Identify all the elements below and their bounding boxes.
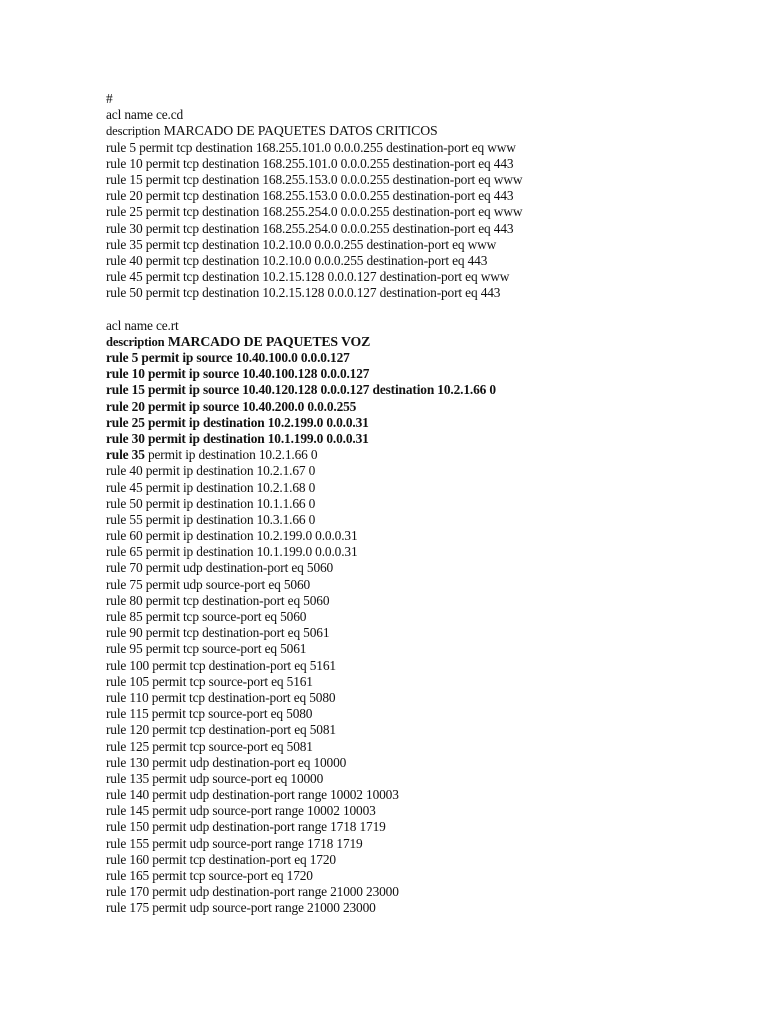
acl-rule-line: rule 5 permit tcp destination 168.255.101.0 0.0.0.255 destination-port eq www xyxy=(106,139,516,155)
description-value: MARCADO DE PAQUETES DATOS CRITICOS xyxy=(160,123,438,139)
acl-rule-line: rule 160 permit tcp destination-port eq 1720 xyxy=(106,851,336,867)
acl-config-document xyxy=(106,91,746,917)
acl-rule-line: rule 55 permit ip destination 10.3.1.66 0 xyxy=(106,511,316,527)
acl-rule-line: rule 80 permit tcp destination-port eq 5060 xyxy=(106,592,330,608)
rule-body: permit ip destination 10.2.1.66 0 xyxy=(144,447,318,463)
acl-rule-line: rule 155 permit udp source-port range 1718 1719 xyxy=(106,835,363,851)
acl-rule-line: rule 90 permit tcp destination-port eq 5061 xyxy=(106,625,330,641)
acl-rule-line: rule 45 permit tcp destination 10.2.15.128 0.0.0.127 destination-port eq www xyxy=(106,269,510,285)
acl-rule-line: rule 40 permit ip destination 10.2.1.67 0 xyxy=(106,463,316,479)
acl-rule-line: rule 65 permit ip destination 10.1.199.0 0.0.0.31 xyxy=(106,544,358,560)
acl-rule-line-bold: rule 10 permit ip source 10.40.100.128 0.0.0.127 xyxy=(106,366,370,382)
acl-rule-line: rule 135 permit udp source-port eq 10000 xyxy=(106,770,324,786)
acl-rule-line-bold: rule 25 permit ip destination 10.2.199.0 0.0.0.31 xyxy=(106,414,369,430)
acl-rule-line: rule 100 permit tcp destination-port eq 5161 xyxy=(106,657,336,673)
description-value: MARCADO DE PAQUETES VOZ xyxy=(164,333,371,349)
acl-rule-line: rule 10 permit tcp destination 168.255.101.0 0.0.0.255 destination-port eq 443 xyxy=(106,155,514,171)
acl-rule-line: rule 75 permit udp source-port eq 5060 xyxy=(106,576,311,592)
acl-rule-line: rule 35 permit tcp destination 10.2.10.0 0.0.0.255 destination-port eq www xyxy=(106,236,497,252)
acl-rule-line-bold: rule 20 permit ip source 10.40.200.0 0.0.0.255 xyxy=(106,398,357,414)
acl-rule-line-bold: rule 15 permit ip source 10.40.120.128 0.0.0.127 destination 10.2.1.66 0 xyxy=(106,382,496,398)
acl-rule-line: rule 130 permit udp destination-port eq 10000 xyxy=(106,754,347,770)
acl-rule-line: rule 170 permit udp destination-port range 21000 23000 xyxy=(106,884,399,900)
acl-rule-line: rule 140 permit udp destination-port range 10002 10003 xyxy=(106,787,399,803)
acl-rule-line: rule 25 permit tcp destination 168.255.254.0 0.0.0.255 destination-port eq www xyxy=(106,204,523,220)
acl-name-line: acl name ce.cd xyxy=(106,107,184,123)
acl-rule-line: rule 115 permit tcp source-port eq 5080 xyxy=(106,706,313,722)
acl-rule-line-mixed xyxy=(106,447,746,463)
acl-rule-line: rule 15 permit tcp destination 168.255.153.0 0.0.0.255 destination-port eq www xyxy=(106,171,523,187)
acl-rule-line: rule 85 permit tcp source-port eq 5060 xyxy=(106,609,307,624)
section-separator: # xyxy=(106,91,113,106)
acl-rule-line: rule 50 permit ip destination 10.1.1.66 0 xyxy=(106,495,316,511)
acl-rule-line: rule 165 permit tcp source-port eq 1720 xyxy=(106,868,313,883)
acl-rule-line: rule 60 permit ip destination 10.2.199.0 0.0.0.31 xyxy=(106,528,358,544)
acl-rule-line: rule 145 permit udp source-port range 10002 10003 xyxy=(106,803,376,819)
acl-rule-line: rule 175 permit udp source-port range 21000 23000 xyxy=(106,900,376,916)
rule-number-bold: rule 35 xyxy=(106,447,145,463)
blank-line xyxy=(106,301,746,317)
acl-rule-line: rule 20 permit tcp destination 168.255.153.0 0.0.0.255 destination-port eq 443 xyxy=(106,188,514,204)
acl-name-line: acl name ce.rt xyxy=(106,317,179,333)
acl-description-line xyxy=(106,123,746,139)
acl-description-line xyxy=(106,334,746,350)
acl-rule-line: rule 30 permit tcp destination 168.255.254.0 0.0.0.255 destination-port eq 443 xyxy=(106,220,514,236)
acl-rule-line: rule 70 permit udp destination-port eq 5060 xyxy=(106,560,334,576)
acl-rule-line-bold: rule 30 permit ip destination 10.1.199.0 0.0.0.31 xyxy=(106,430,369,446)
acl-rule-line: rule 95 permit tcp source-port eq 5061 xyxy=(106,641,307,657)
acl-rule-line: rule 125 permit tcp source-port eq 5081 xyxy=(106,738,313,754)
acl-rule-line: rule 45 permit ip destination 10.2.1.68 0 xyxy=(106,479,316,495)
acl-rule-line: rule 150 permit udp destination-port range 1718 1719 xyxy=(106,819,386,835)
description-keyword: description xyxy=(106,334,165,349)
acl-rule-line: rule 120 permit tcp destination-port eq 5081 xyxy=(106,722,336,738)
acl-rule-line: rule 105 permit tcp source-port eq 5161 xyxy=(106,673,313,689)
description-keyword: description xyxy=(106,124,161,139)
acl-rule-line-bold: rule 5 permit ip source 10.40.100.0 0.0.0.127 xyxy=(106,350,350,365)
acl-rule-line: rule 40 permit tcp destination 10.2.10.0 0.0.0.255 destination-port eq 443 xyxy=(106,252,488,268)
acl-rule-line: rule 110 permit tcp destination-port eq 5080 xyxy=(106,689,336,705)
acl-rule-line: rule 50 permit tcp destination 10.2.15.128 0.0.0.127 destination-port eq 443 xyxy=(106,285,501,301)
